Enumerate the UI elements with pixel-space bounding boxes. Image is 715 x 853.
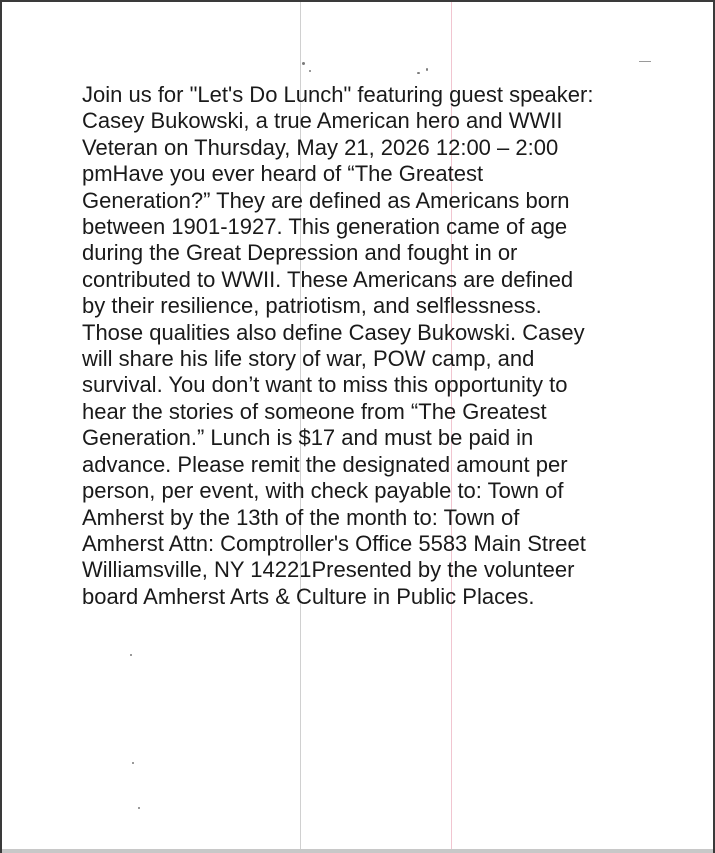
scan-dash-mark [639, 61, 651, 62]
scan-speck [309, 70, 311, 72]
flyer-line: Casey Bukowski, a true American hero and WWII [82, 108, 563, 134]
flyer-line: board Amherst Arts & Culture in Public Places. [82, 583, 535, 609]
flyer-line: advance. Please remit the designated amount per [82, 451, 568, 477]
flyer-line: by their resilience, patriotism, and selflessness. [82, 293, 542, 319]
flyer-line: Veteran on Thursday, May 21, 2026 12:00 – 2:00 [82, 134, 559, 160]
flyer-line: Join us for "Let's Do Lunch" featuring guest speaker: [82, 82, 594, 107]
flyer-line: survival. You don’t want to miss this opportunity to [82, 372, 568, 398]
flyer-line: hear the stories of someone from “The Greatest [82, 398, 547, 424]
flyer-line: pmHave you ever heard of “The Greatest [82, 161, 484, 187]
flyer-line: Amherst by the 13th of the month to: Town of [82, 504, 520, 530]
scan-speck [130, 654, 132, 656]
scan-speck [138, 807, 140, 809]
flyer-line: during the Great Depression and fought in or [82, 240, 518, 266]
scan-speck [132, 762, 134, 764]
flyer-line: Williamsville, NY 14221Presented by the volunteer [82, 557, 575, 583]
scan-speck [417, 72, 420, 74]
flyer-line: Generation?” They are defined as Americans born [82, 187, 570, 213]
flyer-body-text [82, 82, 652, 610]
flyer-line: contributed to WWII. These Americans are defined [82, 266, 574, 292]
scan-speck [302, 62, 305, 65]
flyer-line: between 1901-1927. This generation came of age [82, 214, 568, 240]
flyer-line: person, per event, with check payable to: Town of [82, 478, 564, 504]
scan-speck [426, 68, 428, 71]
flyer-line: Those qualities also define Casey Bukowski. Casey [82, 319, 585, 345]
scan-bottom-edge [2, 849, 713, 853]
flyer-line: Amherst Attn: Comptroller's Office 5583 Main Street [82, 530, 586, 556]
flyer-line: Generation.” Lunch is $17 and must be paid in [82, 425, 534, 451]
flyer-line: will share his life story of war, POW camp, and [82, 346, 535, 372]
